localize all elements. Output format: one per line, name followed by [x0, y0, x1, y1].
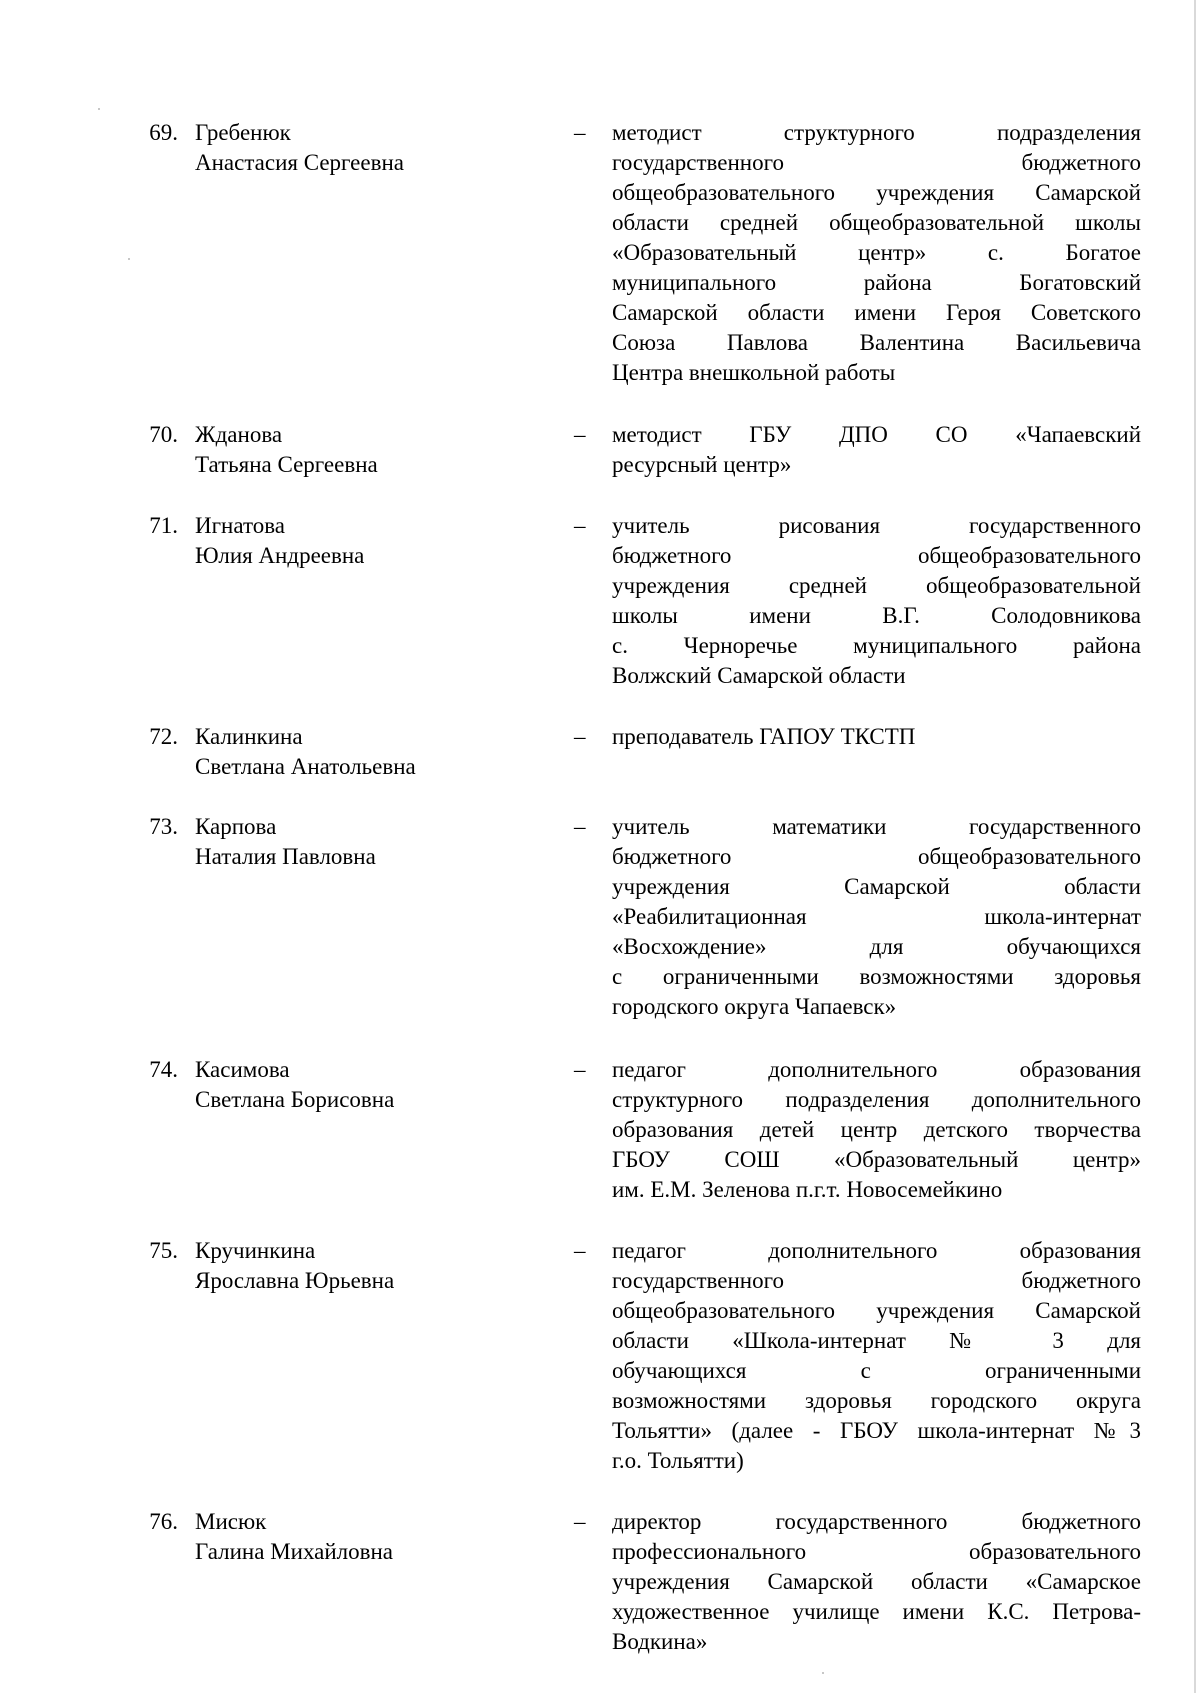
dash-separator: –: [574, 1509, 586, 1534]
description-line: обучающихся с ограниченными: [612, 1358, 1141, 1383]
description-line: «Реабилитационная школа-интернат: [612, 904, 1141, 929]
position-description: [612, 1507, 1141, 1657]
position-description: [612, 722, 1141, 752]
description-line: учитель рисования государственного: [612, 513, 1141, 538]
person-name: [195, 118, 555, 178]
scan-speck: [128, 258, 130, 260]
description-line: образования детей центр детского творчества: [612, 1117, 1141, 1142]
description-line: «Образовательный центр» с. Богатое: [612, 240, 1141, 265]
person-name: [195, 1055, 555, 1115]
description-line: г.о. Тольятти): [612, 1448, 744, 1473]
description-line: школы имени В.Г. Солодовникова: [612, 603, 1141, 628]
surname: Гребенюк: [195, 120, 291, 145]
person-name: [195, 511, 555, 571]
dash-separator: –: [574, 422, 586, 447]
description-line: общеобразовательного учреждения Самарской: [612, 1298, 1141, 1323]
entry-number: 73.: [149, 814, 178, 839]
position-description: [612, 812, 1141, 1022]
person-name: [195, 1236, 555, 1296]
scan-speck: [822, 1672, 824, 1674]
entry-number: 70.: [149, 422, 178, 447]
description-line: директор государственного бюджетного: [612, 1509, 1141, 1534]
description-line: Тольятти» (далее - ГБОУ школа-интернат №3: [612, 1418, 1141, 1443]
surname: Жданова: [195, 422, 283, 447]
description-line: учреждения Самарской области: [612, 874, 1141, 899]
description-line: ресурсный центр»: [612, 452, 792, 477]
description-line: муниципального района Богатовский: [612, 270, 1141, 295]
description-line: учреждения средней общеобразовательной: [612, 573, 1141, 598]
description-line: художественное училище имени К.С. Петрова-: [612, 1599, 1141, 1624]
description-line: государственного бюджетного: [612, 150, 1141, 175]
surname: Кручинкина: [195, 1238, 316, 1263]
dash-separator: –: [574, 513, 586, 538]
scan-speck: [98, 108, 100, 110]
description-line: области «Школа-интернат № 3 для: [612, 1328, 1141, 1353]
given-names: Наталия Павловна: [195, 844, 376, 869]
entry-number: 75.: [149, 1238, 178, 1263]
description-line: возможностями здоровья городского округа: [612, 1388, 1141, 1413]
person-name: [195, 420, 555, 480]
entry-number: 76.: [149, 1509, 178, 1534]
description-line: Самарской области имени Героя Советского: [612, 300, 1141, 325]
description-line: им. Е.М. Зеленова п.г.т. Новосемейкино: [612, 1177, 1003, 1202]
dash-separator: –: [574, 1057, 586, 1082]
dash-separator: –: [574, 724, 586, 749]
entry-number: 71.: [149, 513, 178, 538]
position-description: [612, 511, 1141, 691]
surname: Касимова: [195, 1057, 290, 1082]
description-line: педагог дополнительного образования: [612, 1057, 1141, 1082]
surname: Мисюк: [195, 1509, 267, 1534]
description-line: с. Черноречье муниципального района: [612, 633, 1141, 658]
dash-separator: –: [574, 814, 586, 839]
entry-number: 69.: [149, 120, 178, 145]
description-line: государственного бюджетного: [612, 1268, 1141, 1293]
description-line: Союза Павлова Валентина Васильевича: [612, 330, 1141, 355]
given-names: Галина Михайловна: [195, 1539, 394, 1564]
surname: Игнатова: [195, 513, 285, 538]
given-names: Татьяна Сергеевна: [195, 452, 378, 477]
description-line: Водкина»: [612, 1629, 708, 1654]
entry-number: 72.: [149, 724, 178, 749]
position-description: [612, 1236, 1141, 1476]
description-line: области средней общеобразовательной школы: [612, 210, 1141, 235]
dash-separator: –: [574, 120, 586, 145]
person-name: [195, 722, 555, 782]
dash-separator: –: [574, 1238, 586, 1263]
description-line: структурного подразделения дополнительного: [612, 1087, 1141, 1112]
given-names: Ярославна Юрьевна: [195, 1268, 395, 1293]
person-name: [195, 812, 555, 872]
description-line: методист ГБУ ДПО СО «Чапаевский: [612, 422, 1141, 447]
description-line: «Восхождение» для обучающихся: [612, 934, 1141, 959]
description-line: педагог дополнительного образования: [612, 1238, 1141, 1263]
description-line: ГБОУ СОШ «Образовательный центр»: [612, 1147, 1141, 1172]
given-names: Анастасия Сергеевна: [195, 150, 404, 175]
surname: Калинкина: [195, 724, 303, 749]
description-line: городского округа Чапаевск»: [612, 994, 897, 1019]
position-description: [612, 420, 1141, 480]
given-names: Светлана Анатольевна: [195, 754, 416, 779]
description-line: бюджетного общеобразовательного: [612, 543, 1141, 568]
person-name: [195, 1507, 555, 1567]
description-line: Центра внешкольной работы: [612, 360, 896, 385]
description-line: профессионального образовательного: [612, 1539, 1141, 1564]
description-line: учреждения Самарской области «Самарское: [612, 1569, 1141, 1594]
description-line: с ограниченными возможностями здоровья: [612, 964, 1141, 989]
description-line: методист структурного подразделения: [612, 120, 1141, 145]
description-line: общеобразовательного учреждения Самарской: [612, 180, 1141, 205]
description-line: преподаватель ГАПОУ ТКСТП: [612, 724, 916, 749]
scan-edge-line: [1194, 0, 1196, 1693]
description-line: бюджетного общеобразовательного: [612, 844, 1141, 869]
entry-number: 74.: [149, 1057, 178, 1082]
position-description: [612, 1055, 1141, 1205]
given-names: Юлия Андреевна: [195, 543, 365, 568]
description-line: учитель математики государственного: [612, 814, 1141, 839]
given-names: Светлана Борисовна: [195, 1087, 395, 1112]
description-line: Волжский Самарской области: [612, 663, 906, 688]
position-description: [612, 118, 1141, 388]
surname: Карпова: [195, 814, 277, 839]
